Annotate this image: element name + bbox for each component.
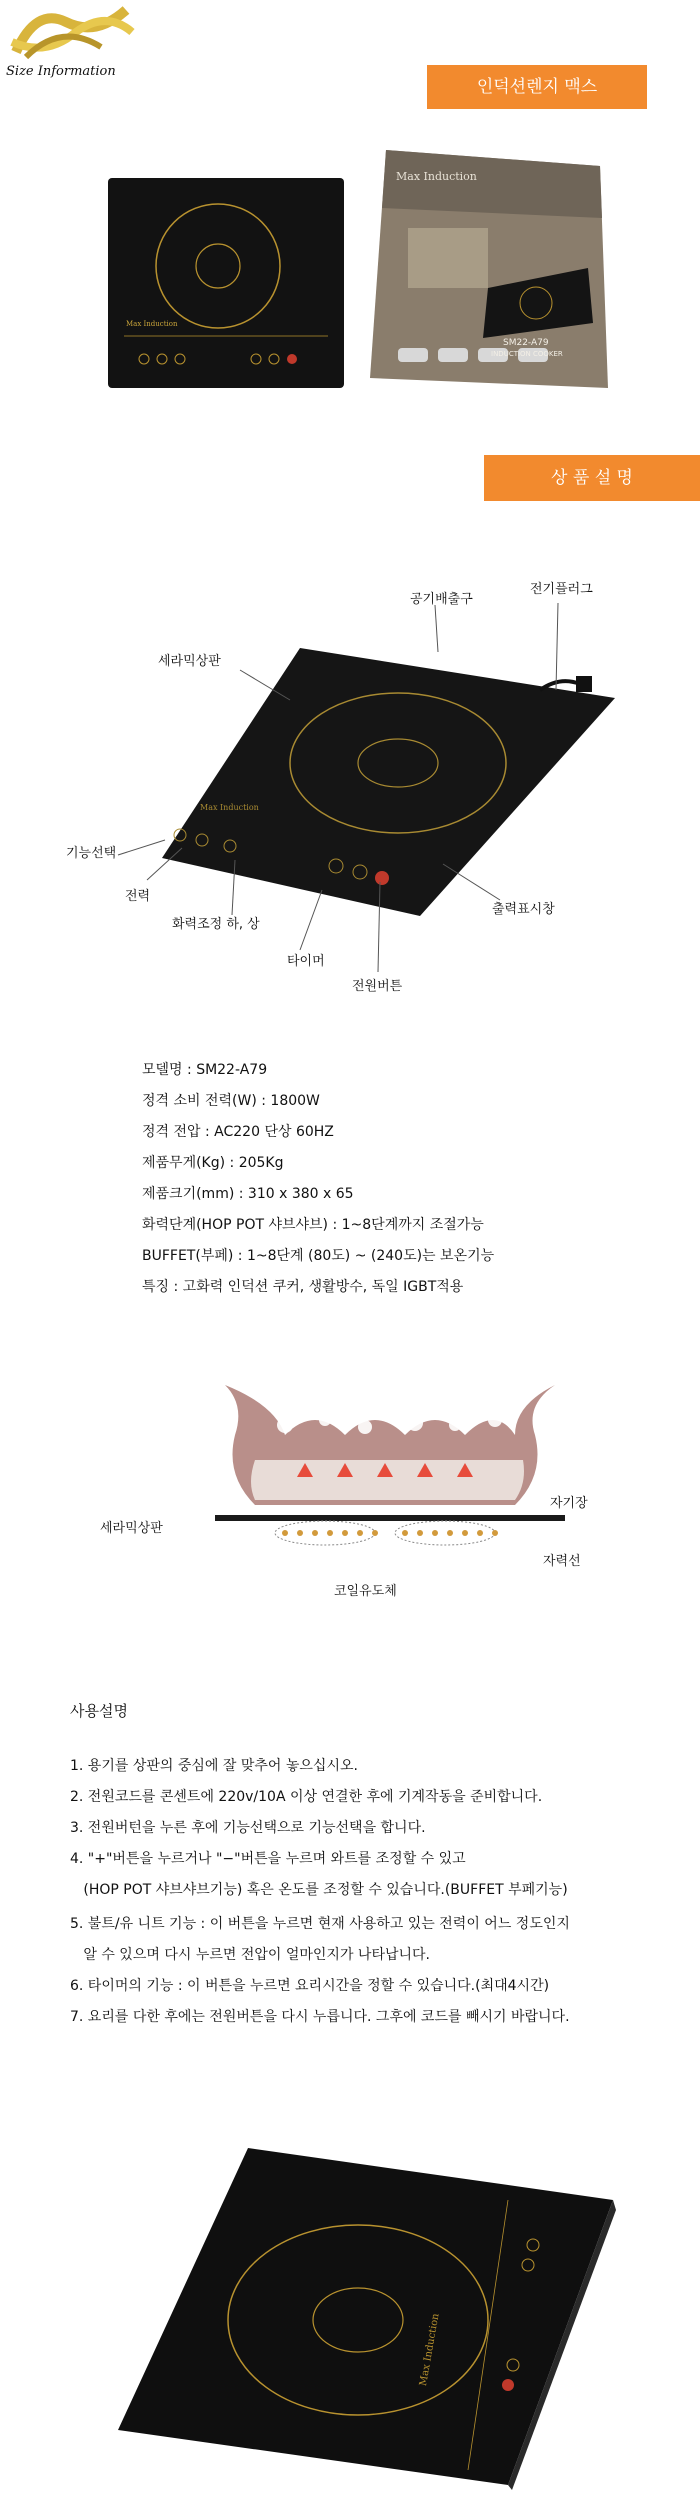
callout-heat: 화력조정 하, 상 <box>172 917 260 932</box>
spec-line: 제품크기(mm) : 310 x 380 x 65 <box>142 1186 354 1202</box>
box-subtitle-label: INDUCTION COOKER <box>491 350 563 358</box>
usage-item: (HOP POT 샤브샤브기능) 혹은 온도를 조정할 수 있습니다.(BUFFET 부페기능) <box>70 1882 568 1898</box>
callout-plug: 전기플러그 <box>530 582 593 597</box>
spec-line: 모델명 : SM22-A79 <box>142 1062 268 1078</box>
spec-line: 정격 소비 전력(W) : 1800W <box>142 1093 320 1109</box>
usage-item: 5. 불트/유 니트 기능 : 이 버튼을 누르면 현재 사용하고 있는 전력이 어느 정도인지 <box>70 1916 570 1932</box>
spec-line: BUFFET(부페) : 1~8단계 (80도) ~ (240도)는 보온기능 <box>142 1248 495 1264</box>
product-desc-text: 상 품 설 명 <box>551 468 633 488</box>
usage-item: 알 수 있으며 다시 누르면 전압이 얼마인지가 나타납니다. <box>70 1947 431 1963</box>
diagram-ceramic-label: 세라믹상판 <box>100 1521 163 1536</box>
spec-line: 화력단계(HOP POT 샤브샤브) : 1~8단계까지 조절가능 <box>142 1217 484 1233</box>
usage-list <box>70 1755 670 2037</box>
usage-item: 6. 타이머의 기능 : 이 버튼을 누르면 요리시간을 정할 수 있습니다.(최대4시간) <box>70 1978 550 1994</box>
product-photo-cooktop-angle <box>88 2140 618 2490</box>
spec-line: 제품무게(Kg) : 205Kg <box>142 1155 284 1171</box>
diagram-magnetic-field-label: 자기장 <box>550 1496 588 1511</box>
spec-line: 특징 : 고화력 인덕션 쿠커, 생활방수, 독일 IGBT적용 <box>142 1279 464 1295</box>
callout-power-button: 전원버튼 <box>352 979 403 994</box>
usage-title: 사용설명 <box>70 1702 128 1720</box>
usage-item: 2. 전원코드를 콘센트에 220v/10A 이상 연결한 후에 기계작동을 준비합니다. <box>70 1789 543 1805</box>
box-model-label: SM22-A79 <box>503 338 549 348</box>
logo-text: Size Information <box>6 64 116 79</box>
usage-item: 4. "+"버튼을 누르거나 "−"버튼을 누르며 와트를 조정할 수 있고 <box>70 1851 466 1867</box>
induction-diagram <box>215 1365 575 1565</box>
usage-item: 7. 요리를 다한 후에는 전원버튼을 다시 누릅니다. 그후에 코드를 빼시기 바랍니다. <box>70 2009 570 2025</box>
usage-item: 3. 전원버턴을 누른 후에 기능선택으로 기능선택을 합니다. <box>70 1820 426 1836</box>
spec-line: 정격 전압 : AC220 단상 60HZ <box>142 1124 334 1140</box>
bottom-brand-label: Max Induction <box>418 2312 442 2387</box>
cooktop-brand-label: Max Induction <box>126 320 178 328</box>
callout-ceramic: 세라믹상판 <box>158 654 221 669</box>
diagram-magnetic-line-label: 자력선 <box>543 1554 581 1569</box>
diagram-brand-label: Max Induction <box>200 803 259 812</box>
box-brand-label: Max Induction <box>396 170 477 183</box>
product-name-text: 인덕션렌지 맥스 <box>476 77 598 97</box>
callout-display: 출력표시창 <box>492 902 555 917</box>
callout-timer: 타이머 <box>287 954 325 969</box>
diagram-coil-label: 코일유도체 <box>334 1584 397 1599</box>
usage-item: 1. 용기를 상판의 중심에 잘 맞추어 놓으십시오. <box>70 1758 358 1774</box>
callout-air-vent: 공기배출구 <box>410 592 473 607</box>
callout-function: 기능선택 <box>66 846 117 861</box>
spec-list <box>142 1055 662 1303</box>
callout-power: 전력 <box>125 889 151 904</box>
